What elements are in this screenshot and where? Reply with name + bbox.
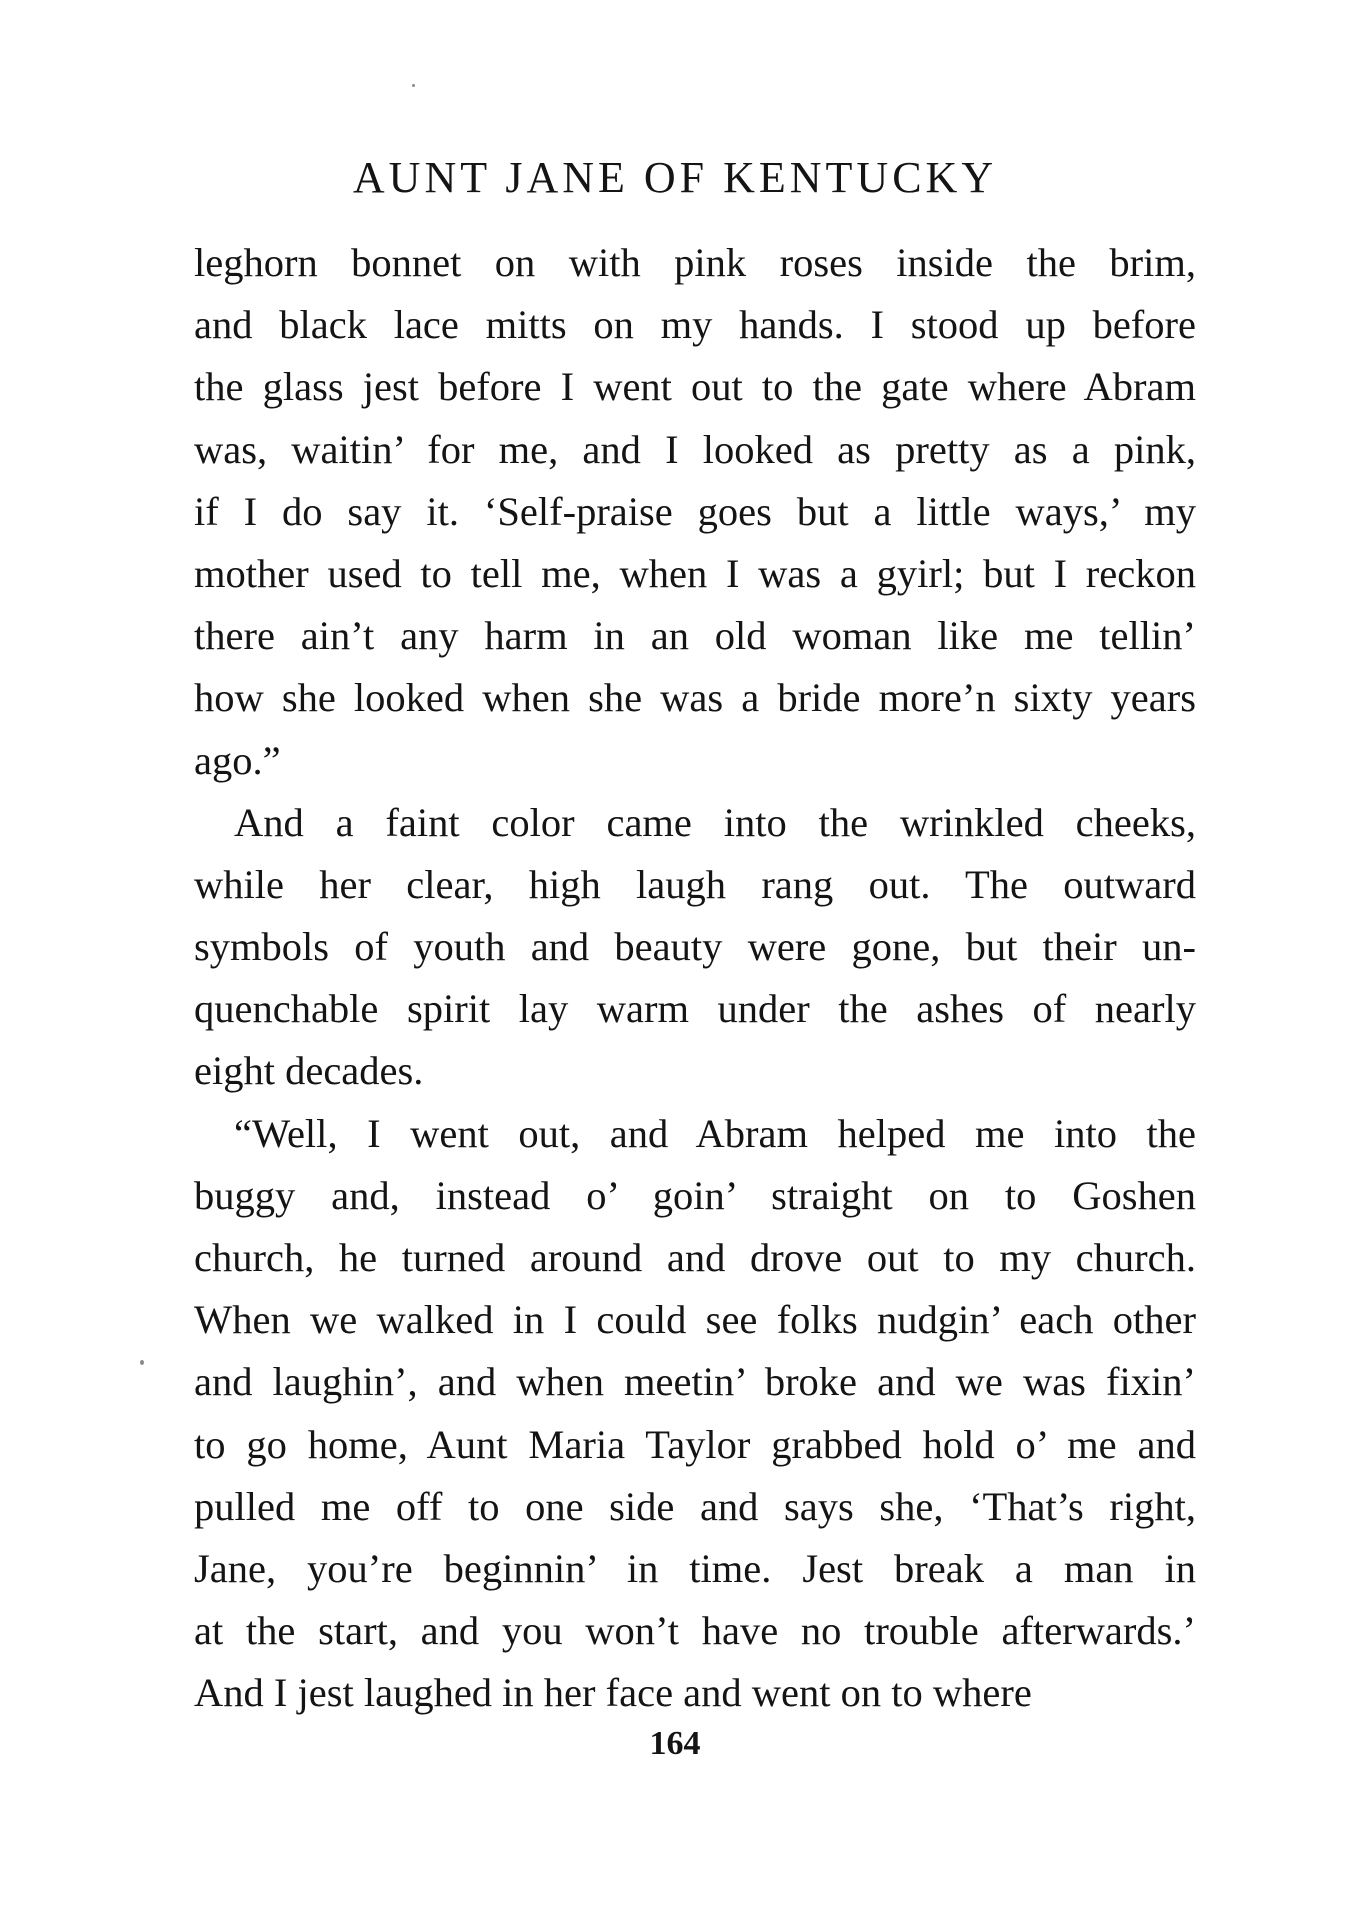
text-line: and laughin’, and when meetin’ broke and we was fixin’	[194, 1359, 1196, 1405]
running-head: AUNT JANE OF KENTUCKY	[352, 153, 998, 202]
text-line: And I jest laughed in her face and went on to where	[194, 1670, 1032, 1716]
text-line: buggy and, instead o’ goin’ straight on to Goshen	[194, 1172, 1196, 1218]
text-line: how she looked when she was a bride more’n sixty years	[194, 675, 1196, 721]
text-line: ago.”	[194, 737, 281, 783]
text-line: at the start, and you won’t have no trouble afterwards.’	[194, 1608, 1196, 1654]
text-line: to go home, Aunt Maria Taylor grabbed hold o’ me and	[194, 1421, 1196, 1467]
scan-speck	[412, 84, 415, 87]
text-line: church, he turned around and drove out to my church.	[194, 1235, 1196, 1280]
scan-speck	[140, 1360, 144, 1365]
page-number: 164	[649, 1725, 701, 1762]
text-line: Jane, you’re beginnin’ in time. Jest break a man in	[194, 1545, 1196, 1591]
paragraph	[194, 1103, 1196, 1725]
paragraph	[194, 792, 1196, 1103]
text-line: And a faint color came into the wrinkled cheeks,	[234, 799, 1196, 845]
text-line: there ain’t any harm in an old woman like me tellin’	[194, 613, 1196, 659]
text-line: pulled me off to one side and says she, ‘That’s right,	[194, 1483, 1196, 1529]
text-line: mother used to tell me, when I was a gyirl; but I reckon	[194, 550, 1196, 596]
text-line: the glass jest before I went out to the gate where Abram	[194, 364, 1196, 410]
text-line: eight decades.	[194, 1048, 424, 1094]
text-block	[194, 232, 1196, 1725]
text-line: if I do say it. ‘Self-praise goes but a little ways,’ my	[194, 488, 1196, 534]
text-line: symbols of youth and beauty were gone, but their un-	[194, 924, 1196, 970]
text-line: When we walked in I could see folks nudgin’ each other	[194, 1297, 1196, 1343]
text-line: was, waitin’ for me, and I looked as pretty as a pink,	[194, 426, 1196, 472]
text-line: quenchable spirit lay warm under the ashes of nearly	[194, 986, 1196, 1032]
text-line: leghorn bonnet on with pink roses inside the brim,	[194, 240, 1196, 285]
paragraph	[194, 232, 1196, 792]
text-line: and black lace mitts on my hands. I stood up before	[194, 302, 1196, 348]
text-line: “Well, I went out, and Abram helped me into the	[234, 1110, 1196, 1156]
text-line: while her clear, high laugh rang out. The outward	[194, 861, 1196, 907]
